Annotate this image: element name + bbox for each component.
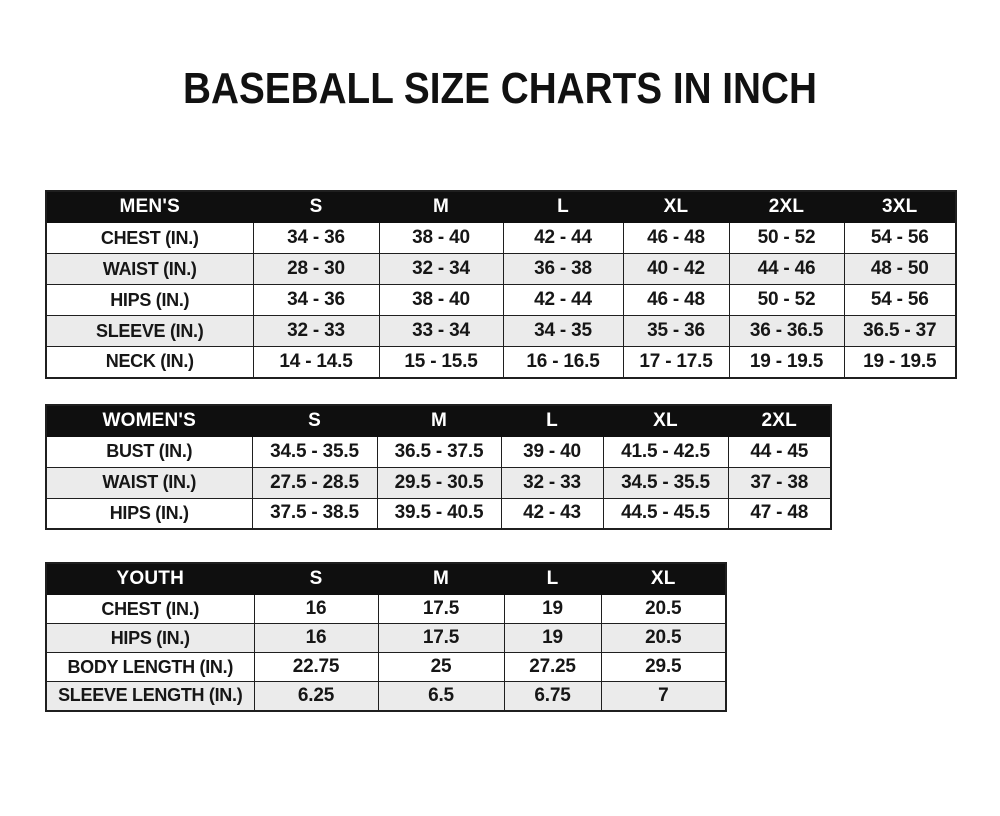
column-header-cell: M: [377, 405, 501, 437]
tables-container: [0, 190, 1000, 712]
table-row: [46, 595, 726, 624]
size-value-cell: 54 - 56: [844, 285, 956, 316]
row-label-cell: WAIST (IN.): [46, 467, 252, 498]
size-value-cell: 6.5: [378, 682, 504, 711]
size-value-cell: 50 - 52: [729, 223, 844, 254]
size-value-cell: 32 - 33: [253, 316, 379, 347]
size-value-cell: 38 - 40: [379, 285, 503, 316]
row-label-cell: NECK (IN.): [46, 347, 253, 378]
size-value-cell: 16: [254, 595, 378, 624]
size-value-cell: 22.75: [254, 653, 378, 682]
size-value-cell: 25: [378, 653, 504, 682]
size-value-cell: 17 - 17.5: [623, 347, 729, 378]
size-value-cell: 37.5 - 38.5: [252, 498, 377, 529]
size-value-cell: 50 - 52: [729, 285, 844, 316]
size-value-cell: 34.5 - 35.5: [252, 436, 377, 467]
row-label-cell: WAIST (IN.): [46, 254, 253, 285]
page-title: BASEBALL SIZE CHARTS IN INCH: [183, 64, 817, 113]
column-header-cell: 2XL: [728, 405, 831, 437]
size-value-cell: 46 - 48: [623, 285, 729, 316]
size-value-cell: 42 - 43: [501, 498, 603, 529]
size-value-cell: 15 - 15.5: [379, 347, 503, 378]
table-row: [46, 436, 831, 467]
size-value-cell: 47 - 48: [728, 498, 831, 529]
row-label-cell: SLEEVE LENGTH (IN.): [46, 682, 254, 711]
header-row: [46, 405, 831, 437]
size-value-cell: 36 - 36.5: [729, 316, 844, 347]
table-row: [46, 347, 956, 378]
column-header-cell: 2XL: [729, 191, 844, 223]
table-row: [46, 223, 956, 254]
column-header-cell: XL: [623, 191, 729, 223]
row-label-cell: BODY LENGTH (IN.): [46, 653, 254, 682]
size-value-cell: 36 - 38: [503, 254, 623, 285]
table-row: [46, 285, 956, 316]
size-value-cell: 33 - 34: [379, 316, 503, 347]
column-header-cell: S: [253, 191, 379, 223]
row-label-cell: BUST (IN.): [46, 436, 252, 467]
size-value-cell: 44 - 46: [729, 254, 844, 285]
size-value-cell: 41.5 - 42.5: [603, 436, 728, 467]
size-value-cell: 6.25: [254, 682, 378, 711]
size-value-cell: 42 - 44: [503, 223, 623, 254]
size-value-cell: 17.5: [378, 624, 504, 653]
table-title-cell: MEN'S: [46, 191, 253, 223]
size-value-cell: 16: [254, 624, 378, 653]
size-value-cell: 27.25: [504, 653, 601, 682]
size-value-cell: 48 - 50: [844, 254, 956, 285]
table-row: [46, 467, 831, 498]
table-title-cell: YOUTH: [46, 563, 254, 595]
column-header-cell: XL: [603, 405, 728, 437]
row-label-cell: HIPS (IN.): [46, 624, 254, 653]
table-title-cell: WOMEN'S: [46, 405, 252, 437]
size-value-cell: 46 - 48: [623, 223, 729, 254]
size-value-cell: 34 - 36: [253, 285, 379, 316]
youth-size-table: [45, 562, 727, 712]
table-row: [46, 254, 956, 285]
size-value-cell: 20.5: [601, 595, 726, 624]
size-value-cell: 17.5: [378, 595, 504, 624]
size-value-cell: 37 - 38: [728, 467, 831, 498]
size-value-cell: 44 - 45: [728, 436, 831, 467]
size-value-cell: 19: [504, 595, 601, 624]
column-header-cell: 3XL: [844, 191, 956, 223]
table-row: [46, 316, 956, 347]
size-value-cell: 29.5 - 30.5: [377, 467, 501, 498]
size-value-cell: 39.5 - 40.5: [377, 498, 501, 529]
size-value-cell: 27.5 - 28.5: [252, 467, 377, 498]
mens-size-table: [45, 190, 957, 379]
table-row: [46, 653, 726, 682]
size-value-cell: 19: [504, 624, 601, 653]
size-value-cell: 19 - 19.5: [729, 347, 844, 378]
row-label-cell: SLEEVE (IN.): [46, 316, 253, 347]
size-value-cell: 42 - 44: [503, 285, 623, 316]
size-value-cell: 32 - 34: [379, 254, 503, 285]
column-header-cell: XL: [601, 563, 726, 595]
size-value-cell: 36.5 - 37.5: [377, 436, 501, 467]
size-value-cell: 14 - 14.5: [253, 347, 379, 378]
size-value-cell: 44.5 - 45.5: [603, 498, 728, 529]
size-value-cell: 6.75: [504, 682, 601, 711]
row-label-cell: HIPS (IN.): [46, 285, 253, 316]
size-chart-page: [0, 64, 1000, 712]
column-header-cell: M: [379, 191, 503, 223]
column-header-cell: L: [504, 563, 601, 595]
column-header-cell: M: [378, 563, 504, 595]
size-value-cell: 54 - 56: [844, 223, 956, 254]
column-header-cell: L: [503, 191, 623, 223]
size-value-cell: 28 - 30: [253, 254, 379, 285]
size-value-cell: 29.5: [601, 653, 726, 682]
table-row: [46, 682, 726, 711]
size-value-cell: 34 - 36: [253, 223, 379, 254]
table-row: [46, 498, 831, 529]
size-value-cell: 16 - 16.5: [503, 347, 623, 378]
table-row: [46, 624, 726, 653]
row-label-cell: HIPS (IN.): [46, 498, 252, 529]
row-label-cell: CHEST (IN.): [46, 595, 254, 624]
size-value-cell: 34.5 - 35.5: [603, 467, 728, 498]
size-value-cell: 32 - 33: [501, 467, 603, 498]
column-header-cell: S: [254, 563, 378, 595]
size-value-cell: 36.5 - 37: [844, 316, 956, 347]
column-header-cell: S: [252, 405, 377, 437]
size-value-cell: 39 - 40: [501, 436, 603, 467]
size-value-cell: 34 - 35: [503, 316, 623, 347]
size-value-cell: 38 - 40: [379, 223, 503, 254]
header-row: [46, 563, 726, 595]
column-header-cell: L: [501, 405, 603, 437]
size-value-cell: 7: [601, 682, 726, 711]
size-value-cell: 20.5: [601, 624, 726, 653]
size-value-cell: 35 - 36: [623, 316, 729, 347]
size-value-cell: 19 - 19.5: [844, 347, 956, 378]
womens-size-table: [45, 404, 832, 531]
header-row: [46, 191, 956, 223]
size-value-cell: 40 - 42: [623, 254, 729, 285]
row-label-cell: CHEST (IN.): [46, 223, 253, 254]
